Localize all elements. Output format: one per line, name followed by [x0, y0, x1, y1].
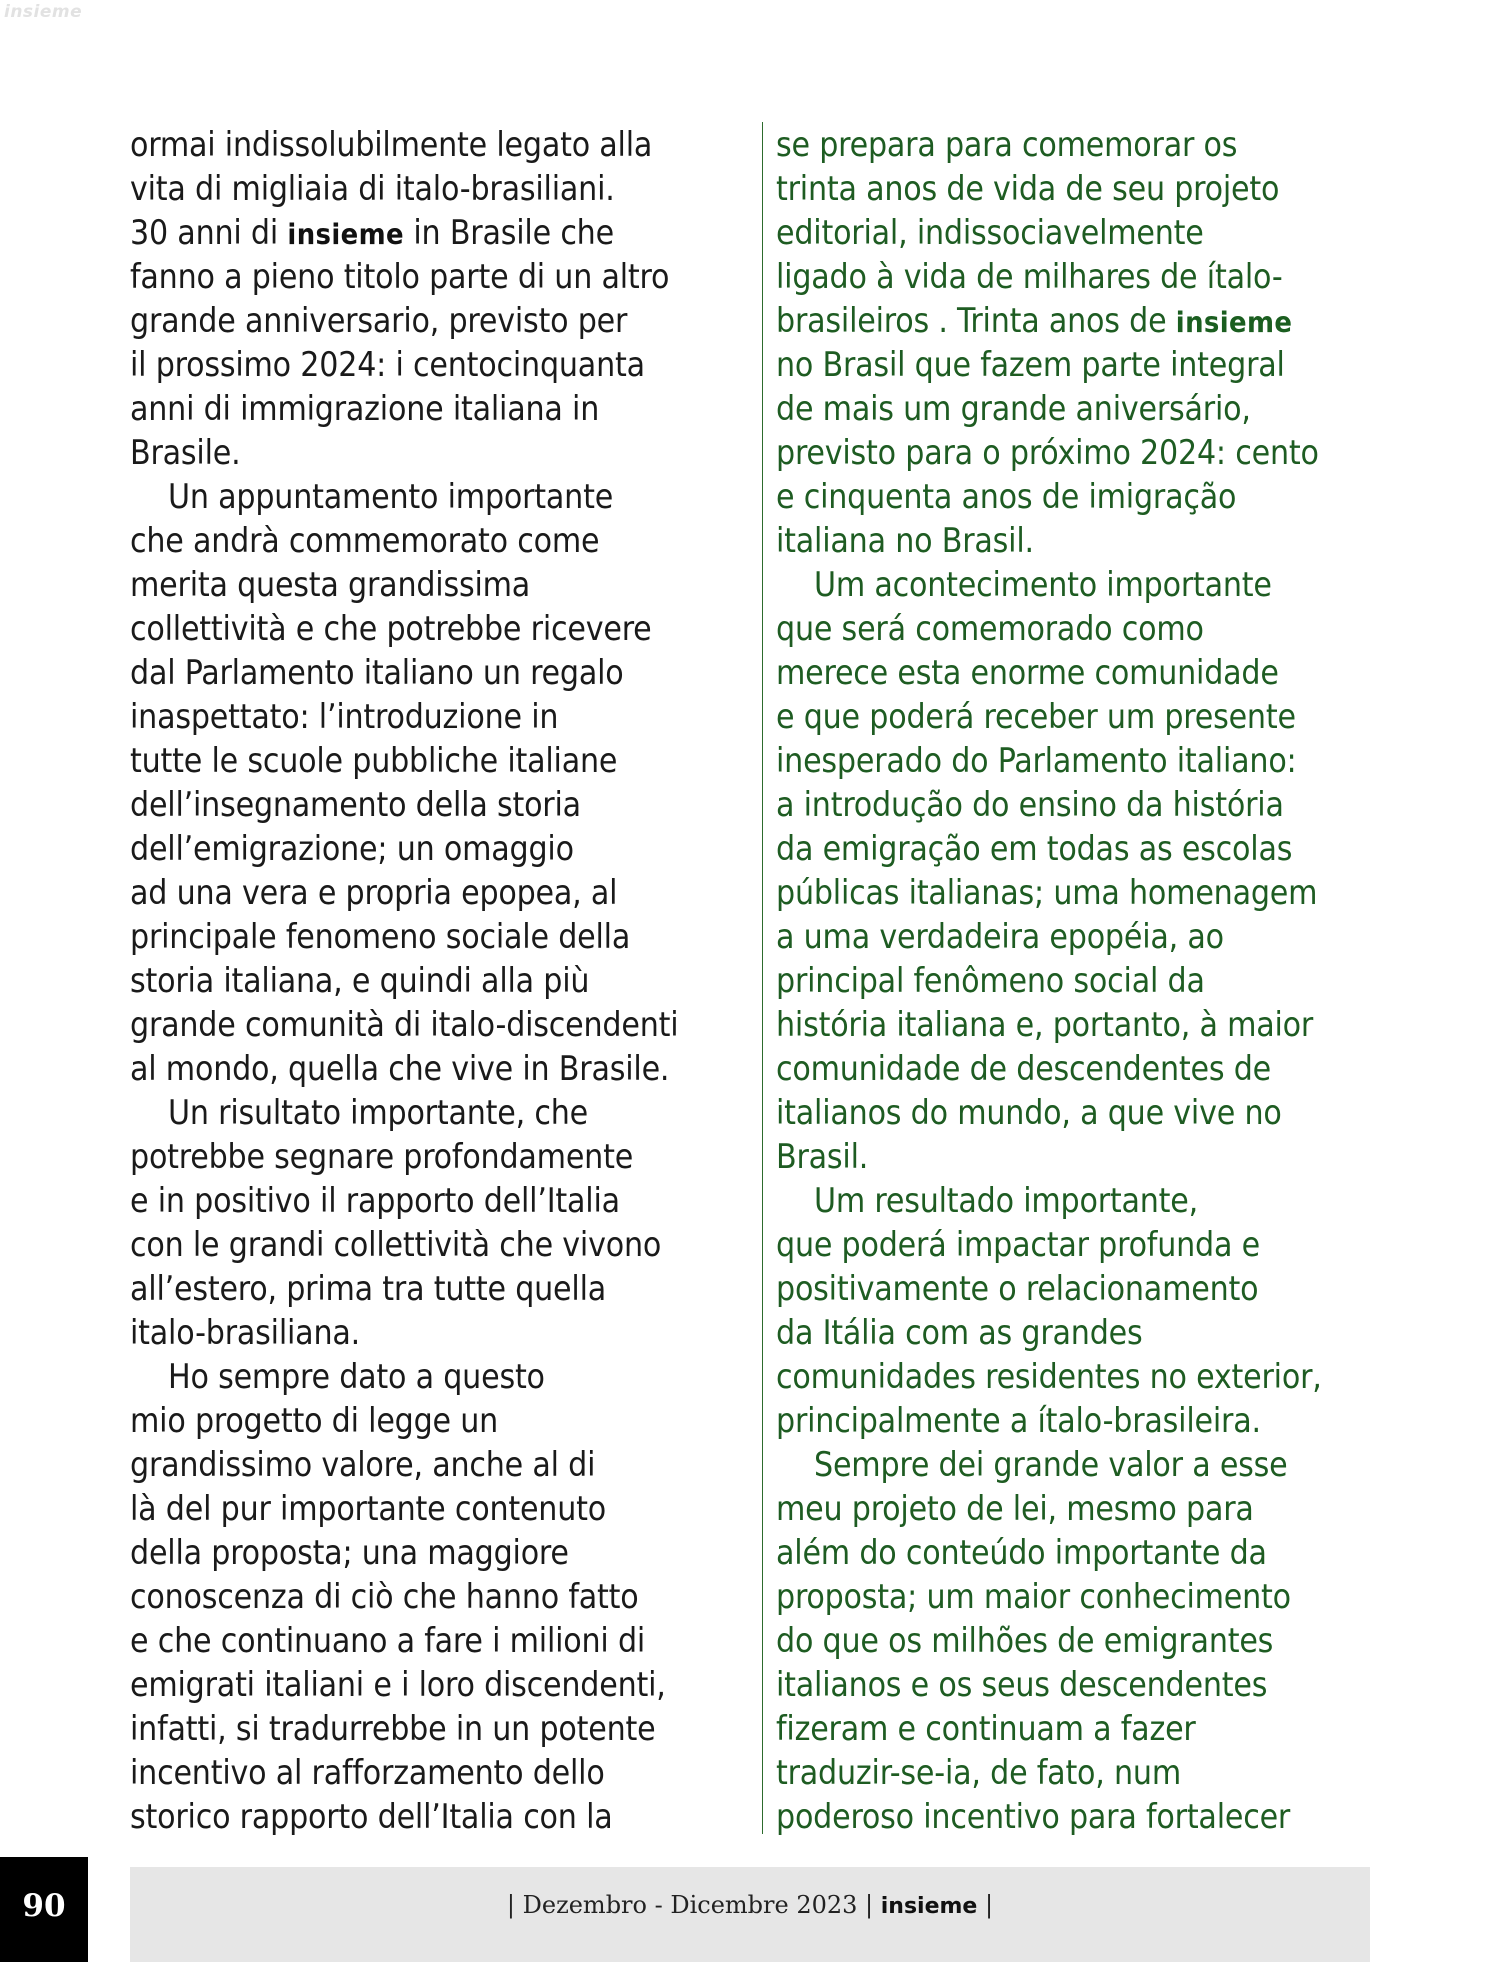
text-line: principalmente a ítalo-brasileira.	[776, 1401, 1261, 1440]
column-divider	[762, 122, 763, 1834]
text-line: italianos do mundo, a que vive no	[776, 1093, 1282, 1132]
text-fragment: 30 anni di	[130, 213, 288, 252]
text-line: storia italiana, e quindi alla più	[130, 961, 590, 1000]
text-line: emigrati italiani e i loro discendenti,	[130, 1665, 666, 1704]
text-line: dell’insegnamento della storia	[130, 785, 581, 824]
text-line: principal fenômeno social da	[776, 961, 1205, 1000]
text-line: e que poderá receber um presente	[776, 697, 1296, 736]
text-line: incentivo al rafforzamento dello	[130, 1753, 605, 1792]
text-line: que será comemorado como	[776, 609, 1204, 648]
footer-separator: |	[977, 1891, 994, 1919]
text-line: grandissimo valore, anche al di	[130, 1445, 596, 1484]
footer-date: | Dezembro - Dicembre 2023 |	[506, 1891, 881, 1919]
text-line: italiana no Brasil.	[776, 521, 1034, 560]
paragraph-start: Ho sempre dato a questo	[168, 1357, 545, 1396]
text-fragment: brasileiros . Trinta anos de	[776, 301, 1176, 340]
text-line: comunidade de descendentes de	[776, 1049, 1271, 1088]
text-line: inaspettato: l’introduzione in	[130, 697, 559, 736]
text-line: fanno a pieno titolo parte di un altro	[130, 257, 670, 296]
text-fragment: in Brasile che	[404, 213, 614, 252]
paragraph-start: Un appuntamento importante	[168, 477, 614, 516]
text-line: anni di immigrazione italiana in	[130, 389, 600, 428]
paragraph-start: Un risultato importante, che	[168, 1093, 588, 1132]
text-line: grande comunità di italo-discendenti	[130, 1005, 679, 1044]
text-line: collettività e che potrebbe ricevere	[130, 609, 652, 648]
text-line: trinta anos de vida de seu projeto	[776, 169, 1280, 208]
portuguese-column	[776, 123, 1396, 1839]
text-line: Brasile.	[130, 433, 241, 472]
text-line: potrebbe segnare profondamente	[130, 1137, 634, 1176]
insieme-inline-logo: insieme	[1175, 305, 1293, 339]
text-line: positivamente o relacionamento	[776, 1269, 1259, 1308]
text-line: poderoso incentivo para fortalecer	[776, 1797, 1291, 1836]
text-line: all’estero, prima tra tutte quella	[130, 1269, 607, 1308]
text-line: ligado à vida de milhares de ítalo-	[776, 257, 1283, 296]
text-line-with-brand	[130, 211, 740, 255]
text-line: da emigração em todas as escolas	[776, 829, 1293, 868]
text-line: italianos e os seus descendentes	[776, 1665, 1268, 1704]
text-line: dal Parlamento italiano un regalo	[130, 653, 624, 692]
text-line: conoscenza di ciò che hanno fatto	[130, 1577, 639, 1616]
text-line: meu projeto de lei, mesmo para	[776, 1489, 1254, 1528]
text-line: ad una vera e propria epopea, al	[130, 873, 618, 912]
text-line: tutte le scuole pubbliche italiane	[130, 741, 618, 780]
text-line: editorial, indissociavelmente	[776, 213, 1204, 252]
text-line: là del pur importante contenuto	[130, 1489, 606, 1528]
text-line: do que os milhões de emigrantes	[776, 1621, 1274, 1660]
text-line: con le grandi collettività che vivono	[130, 1225, 662, 1264]
text-line: a uma verdadeira epopéia, ao	[776, 917, 1224, 956]
footer-brand-logo: insieme	[880, 1894, 978, 1919]
paragraph-start: Um acontecimento importante	[814, 565, 1272, 604]
text-line: inesperado do Parlamento italiano:	[776, 741, 1297, 780]
italian-column	[130, 123, 740, 1839]
text-line: e in positivo il rapporto dell’Italia	[130, 1181, 620, 1220]
text-line: mio progetto di legge un	[130, 1401, 499, 1440]
text-line: no Brasil que fazem parte integral	[776, 345, 1285, 384]
text-line: previsto para o próximo 2024: cento	[776, 433, 1319, 472]
text-line: que poderá impactar profunda e	[776, 1225, 1260, 1264]
text-line: comunidades residentes no exterior,	[776, 1357, 1322, 1396]
text-line: storico rapporto dell’Italia con la	[130, 1797, 613, 1836]
paragraph-start: Um resultado importante,	[814, 1181, 1198, 1220]
text-line: se prepara para comemorar os	[776, 125, 1238, 164]
text-line: proposta; um maior conhecimento	[776, 1577, 1291, 1616]
text-line: de mais um grande aniversário,	[776, 389, 1251, 428]
text-line: e che continuano a fare i milioni di	[130, 1621, 646, 1660]
text-line: traduzir-se-ia, de fato, num	[776, 1753, 1182, 1792]
text-line: a introdução do ensino da história	[776, 785, 1284, 824]
text-line: dell’emigrazione; un omaggio	[130, 829, 574, 868]
text-line: além do conteúdo importante da	[776, 1533, 1267, 1572]
text-line-with-brand	[776, 299, 1396, 343]
insieme-inline-logo: insieme	[287, 217, 404, 251]
text-line: merita questa grandissima	[130, 565, 531, 604]
text-line: vita di migliaia di italo-brasiliani.	[130, 169, 615, 208]
page-number: 90	[22, 1888, 66, 1924]
text-line: merece esta enorme comunidade	[776, 653, 1279, 692]
text-line: Brasil.	[776, 1137, 869, 1176]
text-line: che andrà commemorato come	[130, 521, 600, 560]
text-line: e cinquenta anos de imigração	[776, 477, 1237, 516]
text-line: italo-brasiliana.	[130, 1313, 360, 1352]
footer-issue-label	[130, 1891, 1370, 1919]
text-line: al mondo, quella che vive in Brasile.	[130, 1049, 670, 1088]
text-line: fizeram e continuam a fazer	[776, 1709, 1196, 1748]
text-line: infatti, si tradurrebbe in un potente	[130, 1709, 656, 1748]
paragraph-start: Sempre dei grande valor a esse	[814, 1445, 1288, 1484]
text-line: públicas italianas; uma homenagem	[776, 873, 1318, 912]
text-line: ormai indissolubilmente legato alla	[130, 125, 653, 164]
text-line: história italiana e, portanto, à maior	[776, 1005, 1314, 1044]
text-line: della proposta; una maggiore	[130, 1533, 569, 1572]
text-line: grande anniversario, previsto per	[130, 301, 628, 340]
text-line: principale fenomeno sociale della	[130, 917, 631, 956]
masthead-brand-logo: insieme	[4, 2, 83, 22]
text-line: da Itália com as grandes	[776, 1313, 1143, 1352]
text-line: il prossimo 2024: i centocinquanta	[130, 345, 645, 384]
